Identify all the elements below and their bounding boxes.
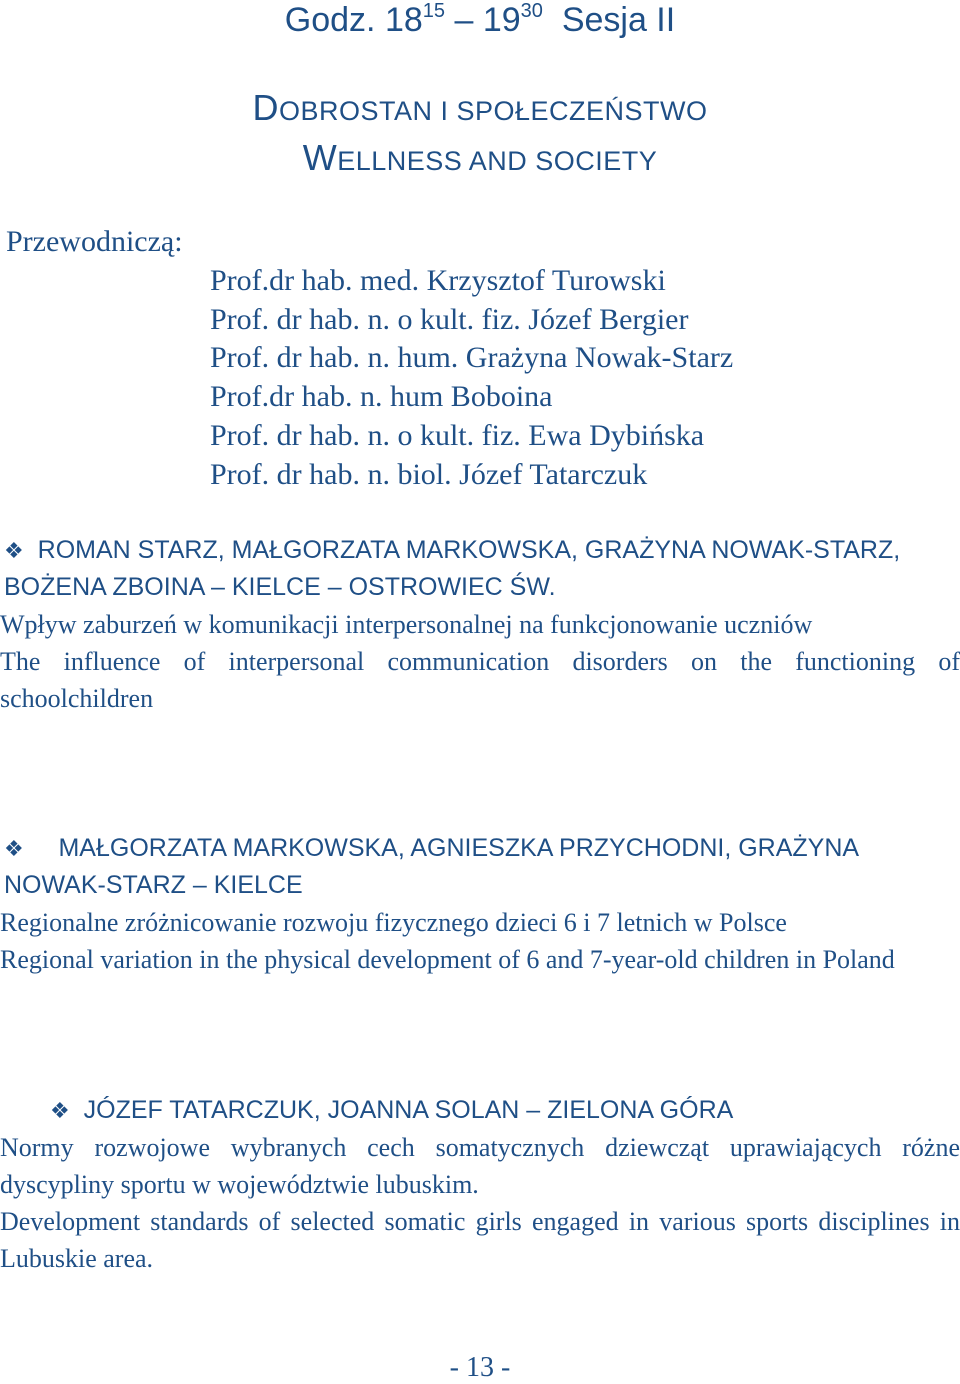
chair-item: Prof. dr hab. n. o kult. fiz. Ewa Dybińska xyxy=(210,418,705,452)
chair-item: Prof. dr hab. n. biol. Józef Tatarczuk xyxy=(210,457,648,491)
entry-title-english: Regional variation in the physical development of 6 and 7-year-old children in Poland xyxy=(0,945,895,974)
presentation-entry xyxy=(0,532,960,717)
title-polish xyxy=(0,88,960,131)
title-polish-rest: OBROSTAN I SPOŁECZEŃSTWO xyxy=(278,96,708,126)
chair-item: Prof. dr hab. n. hum. Grażyna Nowak-Starz xyxy=(210,341,734,375)
session-start-minutes: 15 xyxy=(422,0,446,22)
session-time-start: Godz. 18 xyxy=(284,1,423,39)
session-label: Sesja II xyxy=(561,1,676,39)
entry-title-polish: Regionalne zróżnicowanie rozwoju fizycznego dzieci 6 i 7 letnich w Polsce xyxy=(0,908,787,937)
title-polish-initial: D xyxy=(252,87,279,128)
authors-text: JÓZEF TATARCZUK, JOANNA SOLAN – ZIELONA GÓRA xyxy=(83,1096,734,1124)
session-end-minutes: 30 xyxy=(520,0,543,22)
chair-item: Prof. dr hab. n. o kult. fiz. Józef Bergier xyxy=(210,302,689,336)
entry-authors xyxy=(0,532,960,606)
entry-authors xyxy=(0,830,960,904)
title-english-rest: ELLNESS AND SOCIETY xyxy=(337,146,658,176)
chairs-label: Przewodniczą: xyxy=(6,225,183,258)
session-time-sep: – 19 xyxy=(445,1,521,39)
authors-text: MAŁGORZATA MARKOWSKA, AGNIESZKA PRZYCHODNI, GRAŻYNA NOWAK-STARZ – KIELCE xyxy=(4,834,858,899)
entry-title-polish: Normy rozwojowe wybranych cech somatycznych dziewcząt uprawiających różne dyscypliny sportu w województwie lubuskim. xyxy=(0,1133,960,1199)
title-english xyxy=(0,138,960,181)
authors-text: ROMAN STARZ, MAŁGORZATA MARKOWSKA, GRAŻYNA NOWAK-STARZ, BOŻENA ZBOINA – KIELCE – OSTROWIEC ŚW. xyxy=(4,536,901,601)
chair-item: Prof.dr hab. med. Krzysztof Turowski xyxy=(210,264,666,297)
entry-authors xyxy=(0,1092,960,1129)
title-english-initial: W xyxy=(302,137,338,178)
chairs-list xyxy=(210,262,733,494)
entry-title-english: Development standards of selected somatic girls engaged in various sports disciplines in Lubuskie area. xyxy=(0,1207,960,1273)
presentation-entry xyxy=(0,830,960,978)
diamond-bullet-icon: ❖ xyxy=(4,836,24,861)
entry-title-english: The influence of interpersonal communication disorders on the functioning of schoolchildren xyxy=(0,647,960,713)
entry-title-polish: Wpływ zaburzeń w komunikacji interpersonalnej na funkcjonowanie uczniów xyxy=(0,610,813,639)
presentation-entry xyxy=(0,1092,960,1277)
chair-item: Prof.dr hab. n. hum Boboina xyxy=(210,380,553,414)
session-header xyxy=(0,0,960,44)
diamond-bullet-icon: ❖ xyxy=(4,538,24,563)
page-number: - 13 - xyxy=(449,1352,511,1383)
diamond-bullet-icon: ❖ xyxy=(50,1098,70,1123)
